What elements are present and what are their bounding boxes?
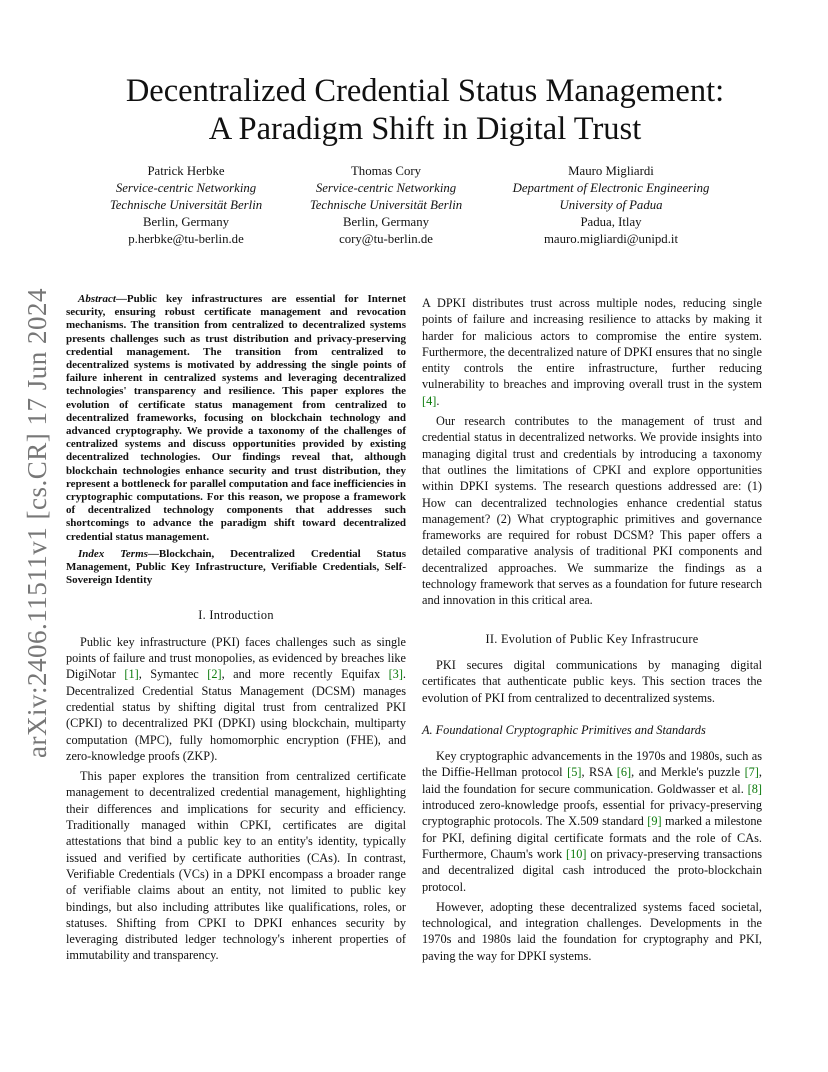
author-affiliation: Department of Electronic Engineering	[512, 181, 710, 195]
text-run: Key cryptographic advancements in the 1970s and 1980s, such as the Diffie-Hellman protocol	[422, 749, 762, 780]
title-line-1: Decentralized Credential Status Management:	[125, 73, 725, 109]
author-location: Berlin, Germany	[143, 215, 229, 229]
paper-title	[80, 72, 770, 148]
text-run: , and more recently Equifax	[221, 667, 389, 682]
author-institution: Technische Universität Berlin	[109, 198, 263, 212]
text-run: A DPKI distributes trust across multiple nodes, reducing single points of failure and increasing resilience to attacks by making it harder for malicious actors to compromise the entire system. Furthermore, the decentralized nature of DPKI ensures that no single entity controls the entire infrastructure, further reducing vulnerability to breaches and improving overall trust in the system	[422, 296, 762, 392]
title-line-2: A Paradigm Shift in Digital Trust	[208, 111, 642, 147]
intro-paragraph-2: This paper explores the transition from centralized certificate management to decentralized credential management, highlighting their differences and implications for security and efficiency. Traditionally managed within CPKI, certificates are digital attestations that bind a public key to an entity's identity, typically issued and verified by certificate authorities (CAs). In contrast, Verifiable Credentials (VCs) in a DPKI encompass a broader range of verifiable claims about an entity, not limited to public key bindings, but also including attributes like qualifications, roles, or statuses. Shifting from CPKI to DPKI enhances security by leveraging distributed ledger technology's inherent properties of immutability and transparency.	[66, 769, 406, 963]
author-affiliation: Service-centric Networking	[315, 181, 457, 195]
text-run: . Decentralized Credential Status Management (DCSM) manages credential status by shifting digital trust from centralized PKI (CPKI) to decentralized PKI (DPKI) using blockchain, multiparty computation (MPC), fully homomorphic encryption (FHE), and zero-knowledge proofs (ZKP).	[66, 667, 406, 763]
intro-paragraph-1	[66, 634, 406, 764]
author-email: cory@tu-berlin.de	[339, 232, 433, 246]
subsection-a-paragraph-1	[422, 748, 762, 895]
author-name: Patrick Herbke	[147, 164, 225, 178]
abstract-label: Abstract	[78, 293, 116, 305]
citation-link[interactable]: [8]	[747, 781, 762, 796]
right-paragraph-2: Our research contributes to the management of trust and credential status in decentralized networks. We provide insights into managing digital trust and credentials by introducing a taxonomy that outlines the limitations of CPKI and explore opportunities within DPKI systems. The research questions addressed are: (1) How can decentralized technologies enhance credential status management? (2) What cryptographic primitives and governance frameworks are required for robust DCSM? This paper offers a detailed comparative analysis of traditional PKI components and decentralized approaches. We summarize the findings as a technology framework that serves as a foundation for future research and innovation in this critical area.	[422, 414, 762, 608]
left-column	[66, 293, 406, 964]
index-terms-label: Index Terms	[78, 547, 148, 560]
citation-link[interactable]: [7]	[744, 765, 759, 780]
author-email: p.herbke@tu-berlin.de	[128, 232, 244, 246]
text-run: on privacy-preserving transactions and decentralized digital cash introduced the proto-blockchain protocol.	[422, 846, 762, 894]
subsection-heading-a: A. Foundational Cryptographic Primitives and Standards	[422, 722, 706, 737]
citation-link[interactable]: [1]	[124, 667, 139, 682]
author-location: Padua, Itlay	[580, 215, 642, 229]
section-heading-introduction: I. Introduction	[198, 608, 274, 623]
citation-link[interactable]: [2]	[207, 667, 222, 682]
abstract-text: —Public key infrastructures are essential for Internet security, ensuring robust certificate management and revocation mechanisms. The transition from centralized to decentralized systems presents challenges such as trust distribution and privacy-preserving credential management. The transition from centralized to decentralized systems is motivated by addressing the single points of failure inherent in centralized systems and leveraging decentralized technologies' transparency and resilience. This paper explores the evolution of certificate status management from centralized to decentralized frameworks, focusing on blockchain technology and advanced cryptography. We provide a taxonomy of the challenges of centralized systems and discuss opportunities provided by existing decentralized technologies. Our findings reveal that, although blockchain technologies enhance security and trust distribution, they represent a bottleneck for parallel computation and face inefficiencies in cryptographic computations. For this reason, we propose a framework of decentralized technology components that addresses such shortcomings to advance the paradigm shift toward decentralized credential status management.	[66, 293, 406, 543]
author-2	[296, 163, 476, 248]
text-run: , Symantec	[138, 667, 208, 682]
author-affiliation: Service-centric Networking	[115, 181, 257, 195]
right-column	[422, 295, 762, 964]
author-institution: University of Padua	[559, 198, 663, 212]
section-heading-evolution: II. Evolution of Public Key Infrastrucure	[485, 631, 699, 646]
citation-link[interactable]: [4]	[422, 393, 437, 408]
subsection-a-paragraph-2: However, adopting these decentralized systems faced societal, technological, and integration challenges. Developments in the 1970s and 1980s laid the foundation for cryptography and PKI, paving the way for DPKI systems.	[422, 899, 762, 963]
author-name: Thomas Cory	[350, 164, 422, 178]
author-1	[96, 163, 276, 248]
right-paragraph-1	[422, 295, 762, 409]
author-email: mauro.migliardi@unipd.it	[543, 232, 679, 246]
author-name: Mauro Migliardi	[568, 164, 654, 178]
text-run: introduced zero-knowledge proofs, essential for privacy-preserving cryptographic protocols. The X.509 standard	[422, 798, 762, 829]
section2-paragraph-1: PKI secures digital communications by managing digital certificates that authenticate public keys. This section traces the evolution of PKI from centralized to decentralized systems.	[422, 657, 762, 705]
text-run: , RSA	[581, 765, 617, 780]
text-run: Public key infrastructure (PKI) faces challenges such as single points of failure and trust monopolies, as evidenced by breaches like DigiNotar	[66, 634, 406, 682]
index-terms-text: —Blockchain, Decentralized Credential Status Management, Public Key Infrastructure, Verifiable Credentials, Self-Sovereign Identity	[66, 547, 406, 587]
citation-link[interactable]: [6]	[616, 765, 632, 780]
text-run: .	[436, 393, 440, 408]
citation-link[interactable]: [10]	[565, 846, 587, 861]
citation-link[interactable]: [3]	[388, 667, 403, 682]
citation-link[interactable]: [9]	[647, 814, 662, 829]
citation-link[interactable]: [5]	[567, 765, 582, 780]
text-run: , and Merkle's puzzle	[631, 765, 745, 780]
author-location: Berlin, Germany	[343, 215, 429, 229]
abstract	[66, 293, 406, 587]
text-run: marked a milestone for PKI, defining digital certificate formats and the role of CAs. Furthermore, Chaum's work	[422, 814, 763, 861]
text-run: , laid the foundation for secure communication. Goldwasser et al.	[422, 765, 762, 796]
author-3	[496, 163, 726, 248]
arxiv-identifier: arXiv:2406.11511v1 [cs.CR] 17 Jun 2024	[22, 288, 52, 758]
author-institution: Technische Universität Berlin	[309, 198, 463, 212]
